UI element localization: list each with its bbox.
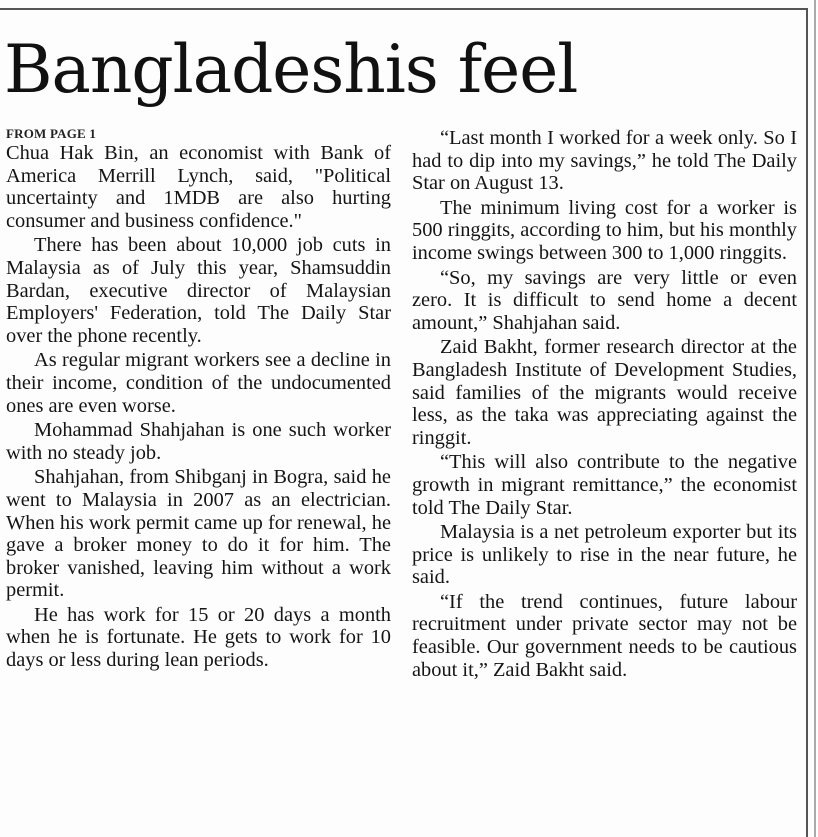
headline: Bangladeshis feel: [4, 31, 578, 108]
paragraph: “If the trend continues, future labour recruitment under private sector may not be feasible. Our government needs to be cautious about it,” Zaid Bakht said.: [412, 590, 797, 681]
dateline: FROM PAGE 1: [6, 126, 97, 141]
article-column-left: [6, 127, 391, 674]
right-border-rule: [806, 8, 808, 837]
paragraph: “This will also contribute to the negative growth in migrant remittance,” the economist told The Daily Star.: [412, 451, 797, 519]
paragraph: “Last month I worked for a week only. So I had to dip into my savings,” he told The Daily Star on August 13.: [412, 127, 797, 195]
paragraph: Shahjahan, from Shibganj in Bogra, said he went to Malaysia in 2007 as an electrician. When his work permit came up for renewal, he gave a broker money to do it for him. The broker vanished, leaving him without a work permit.: [6, 466, 391, 602]
paragraph: The minimum living cost for a worker is 500 ringgits, according to him, but his monthly income swings between 300 to 1,000 ringgits.: [412, 196, 797, 264]
paragraph: He has work for 15 or 20 days a month when he is fortunate. He gets to work for 10 days or less during lean periods.: [6, 603, 391, 672]
paragraph: “So, my savings are very little or even zero. It is difficult to send home a decent amount,” Shahjahan said.: [412, 266, 797, 334]
paragraph: Zaid Bakht, former research director at the Bangladesh Institute of Development Studies, said families of the migrants would receive less, as the taka was appreciating against the ringgit.: [412, 336, 797, 449]
paragraph: As regular migrant workers see a decline in their income, condition of the undocumented ones are even worse.: [6, 349, 391, 417]
article-column-right: [412, 127, 797, 683]
paragraph: Chua Hak Bin, an economist with Bank of America Merrill Lynch, said, "Political uncertainty and 1MDB are also hurting consumer and business confidence.": [6, 142, 391, 232]
paragraph: There has been about 10,000 job cuts in Malaysia as of July this year, Shamsuddin Bardan, executive director of Malaysian Employers' Federation, told The Daily Star over the phone recently.: [6, 234, 391, 347]
paragraph: Mohammad Shahjahan is one such worker with no steady job.: [6, 419, 391, 464]
page-edge-rule: [814, 0, 816, 837]
paragraph: Malaysia is a net petroleum exporter but its price is unlikely to rise in the near future, he said.: [412, 521, 797, 589]
top-border-rule: [0, 8, 806, 10]
